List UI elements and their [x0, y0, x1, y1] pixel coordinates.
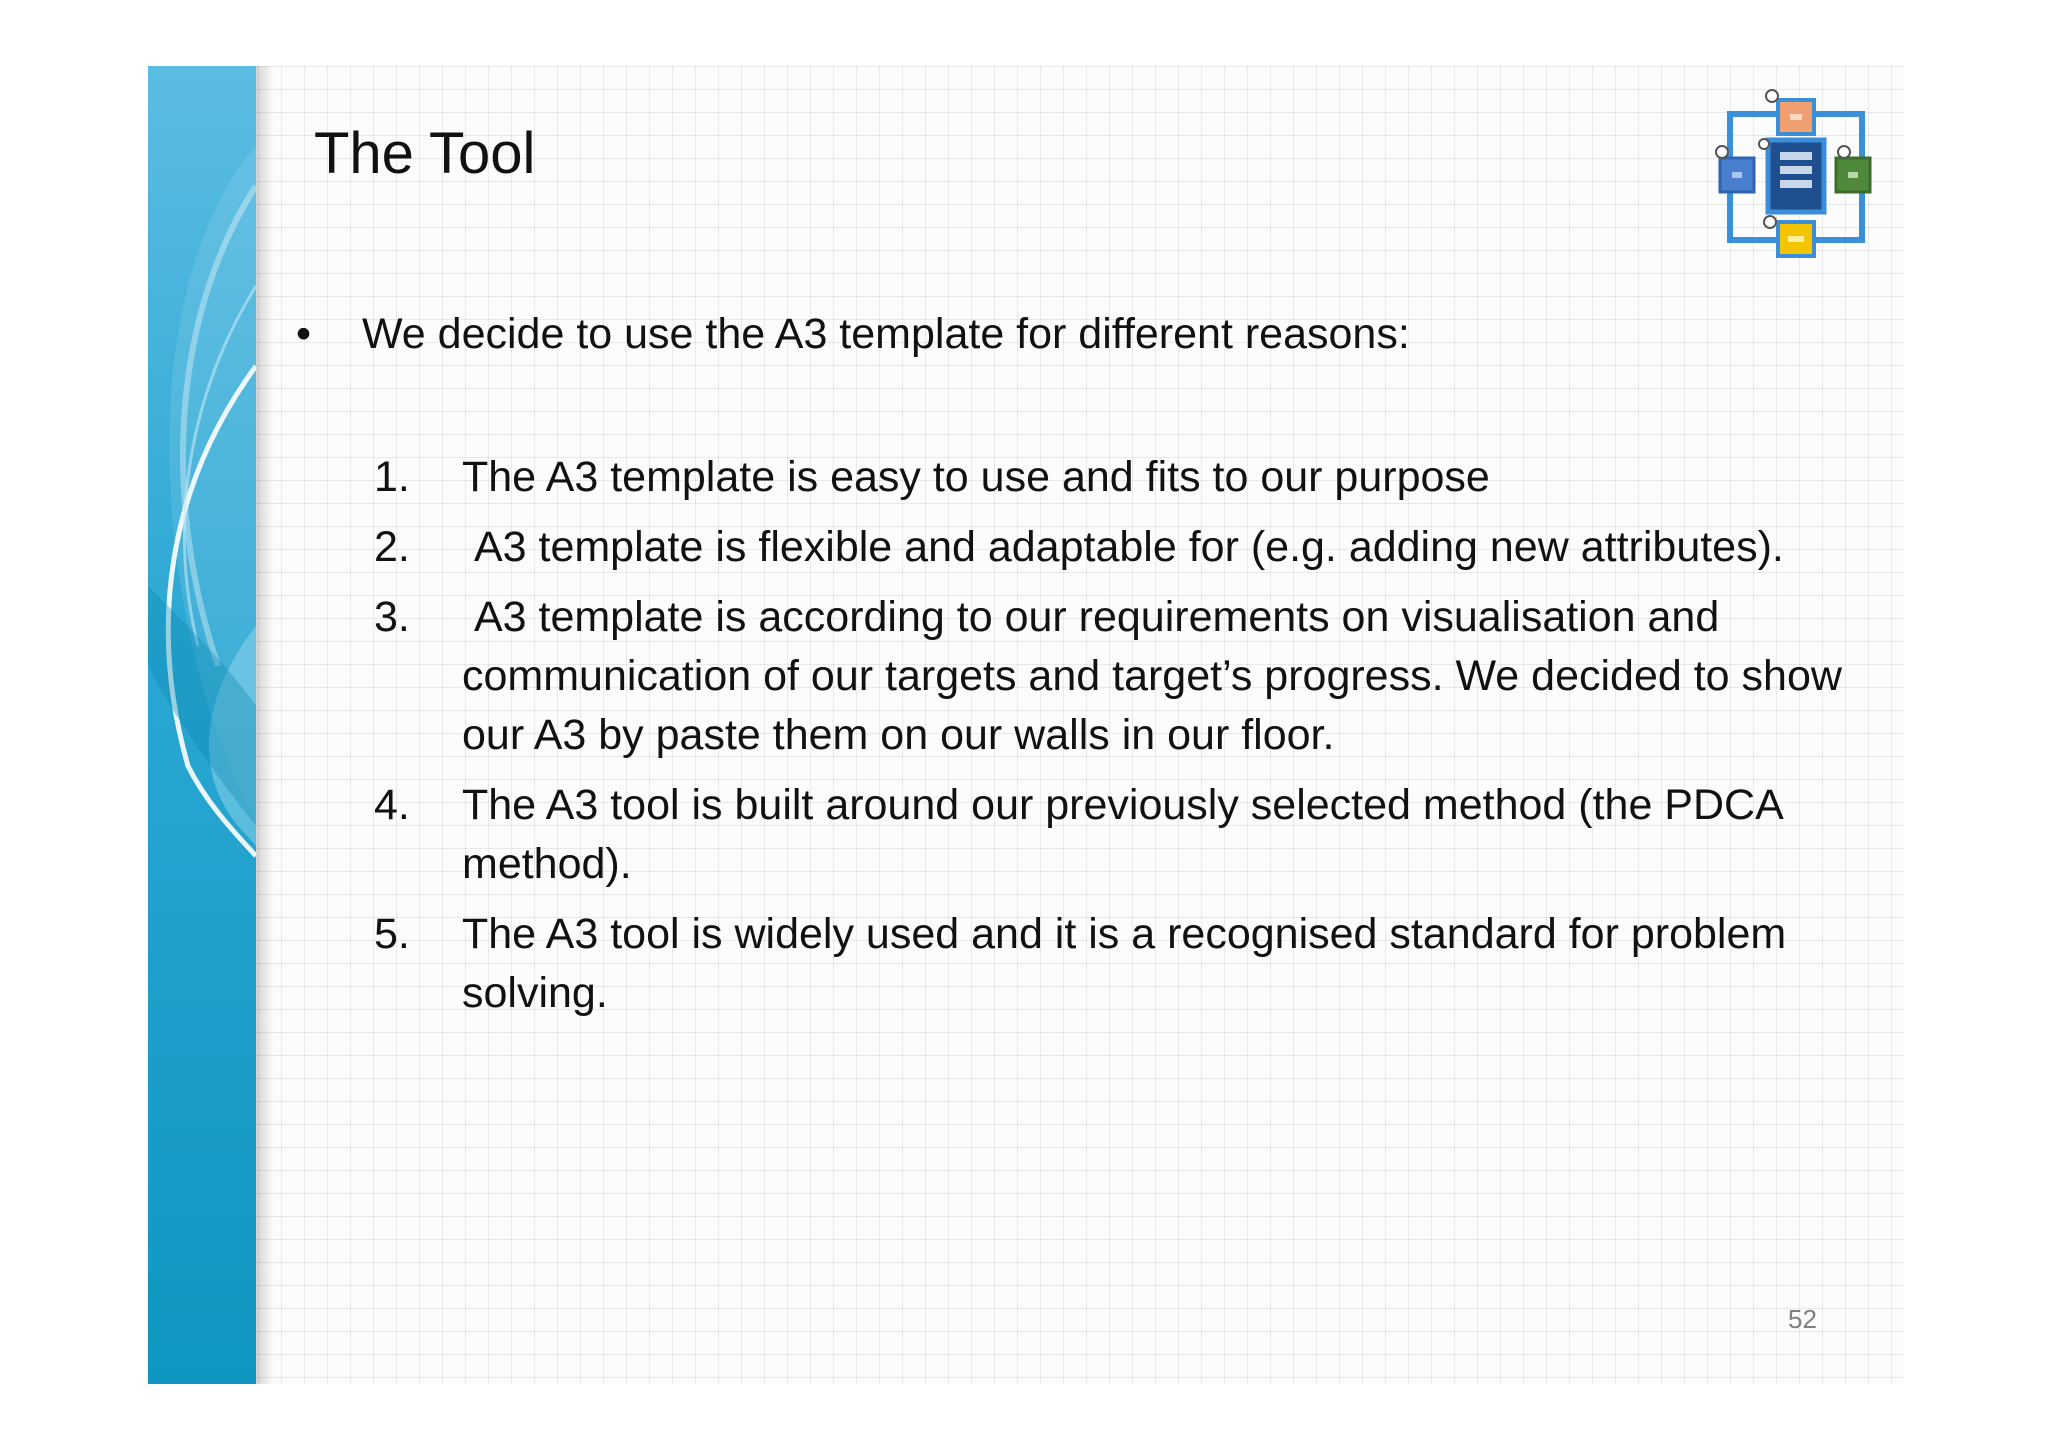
list-item-number: 3. — [374, 593, 410, 641]
list-item — [374, 776, 1894, 894]
list-item-text: A3 template is flexible and adaptable for (e.g. adding new attributes). — [462, 523, 1784, 571]
list-item — [374, 448, 1894, 507]
list-item-text: The A3 template is easy to use and fits to our purpose — [462, 453, 1490, 501]
bullet-symbol: • — [296, 310, 312, 358]
list-item-number: 4. — [374, 781, 410, 829]
list-item-number: 2. — [374, 523, 410, 571]
page-number: 52 — [1788, 1304, 1817, 1334]
band-shadow — [256, 66, 274, 1384]
swoosh-decoration — [148, 66, 256, 1384]
decorative-side-band — [148, 66, 256, 1384]
reasons-list — [374, 448, 1894, 1034]
list-item-number: 5. — [374, 910, 410, 958]
list-item-text: A3 template is according to our requirements on visualisation and communication of our targets and target’s progress. We decided to show our A3 by paste them on our walls in our floor. — [462, 593, 1854, 759]
list-item-text: The A3 tool is widely used and it is a recognised standard for problem solving. — [462, 910, 1799, 1017]
list-item-text: The A3 tool is built around our previously selected method (the PDCA method). — [462, 781, 1794, 888]
process-diagram-icon — [1708, 88, 1882, 266]
list-item — [374, 905, 1894, 1023]
intro-bullet — [296, 310, 1410, 359]
list-item — [374, 518, 1894, 577]
list-item-number: 1. — [374, 453, 410, 501]
slide — [148, 66, 1904, 1384]
intro-bullet-text: We decide to use the A3 template for different reasons: — [362, 310, 1410, 358]
slide-title: The Tool — [314, 121, 536, 186]
list-item — [374, 588, 1894, 765]
